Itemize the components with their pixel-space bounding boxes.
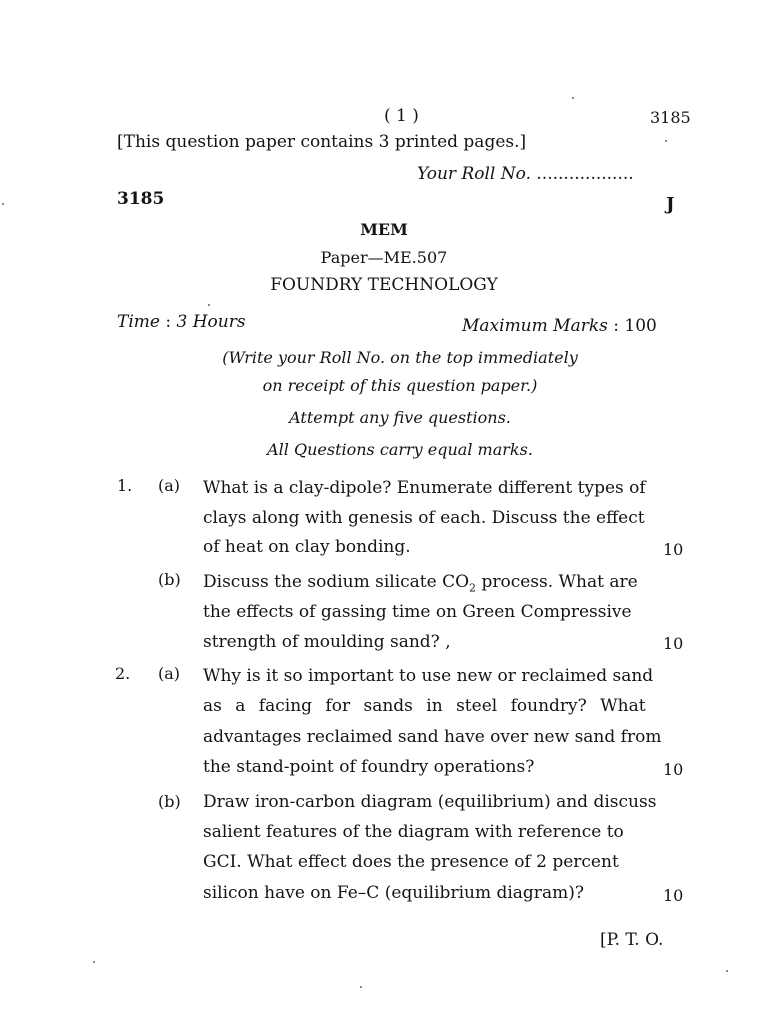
paper-code: 3185: [117, 189, 165, 209]
question-number: 1.: [117, 476, 133, 495]
scan-speck: [208, 304, 210, 306]
subject-title: FOUNDRY TECHNOLOGY: [270, 275, 498, 295]
question-line: Why is it so important to use new or reclaimed sand: [203, 666, 654, 686]
question-line: the effects of gassing time on Green Compressive: [203, 602, 632, 622]
instruction-line: (Write your Roll No. on the top immediately: [222, 348, 578, 367]
question-number: 2.: [115, 664, 131, 683]
question-marks: 10: [663, 760, 684, 779]
scan-speck: [2, 203, 4, 205]
scan-speck: [93, 961, 95, 963]
question-line: the stand-point of foundry operations?: [203, 757, 535, 777]
page-number: ( 1 ): [384, 106, 419, 126]
scan-speck: [726, 970, 728, 972]
part-label: (b): [158, 792, 181, 811]
scan-speck: [665, 140, 667, 142]
question-line: as a facing for sands in steel foundry? What: [203, 696, 646, 716]
instruction-line: Attempt any five questions.: [289, 408, 511, 427]
marks-separator: :: [613, 316, 619, 336]
question-line: of heat on clay bonding.: [203, 537, 411, 557]
scan-speck: [572, 97, 574, 99]
paper-code-top: 3185: [650, 108, 691, 127]
please-turn-over: [P. T. O.: [600, 930, 664, 950]
question-marks: 10: [663, 634, 684, 653]
question-line: strength of moulding sand? ,: [203, 632, 451, 652]
pages-note: [This question paper contains 3 printed pages.]: [117, 132, 527, 152]
question-marks: 10: [663, 540, 684, 559]
question-line-text: process. What are: [476, 572, 638, 592]
instruction-line: on receipt of this question paper.): [262, 376, 538, 395]
course-title: MEM: [360, 220, 408, 239]
question-line: Draw iron-carbon diagram (equilibrium) and discuss: [203, 792, 657, 812]
paper-title: Paper—ME.507: [320, 248, 448, 267]
question-line-text: Discuss the sodium silicate CO: [203, 572, 470, 592]
scan-speck: [360, 986, 362, 988]
set-code: J: [666, 194, 675, 215]
question-line: [203, 572, 638, 594]
question-line: salient features of the diagram with reference to: [203, 822, 624, 842]
time-allowed: [117, 312, 246, 332]
maximum-marks: [462, 316, 657, 336]
question-line: advantages reclaimed sand have over new sand from: [203, 727, 662, 747]
subscript: 2: [469, 581, 477, 595]
part-label: (b): [158, 570, 181, 589]
part-label: (a): [158, 664, 181, 683]
time-separator: :: [165, 312, 172, 332]
question-line: What is a clay-dipole? Enumerate different types of: [203, 478, 646, 498]
instruction-line: All Questions carry equal marks.: [267, 440, 533, 459]
question-line: silicon have on Fe–C (equilibrium diagram)?: [203, 883, 584, 903]
roll-dots: ..................: [536, 164, 634, 184]
marks-label: Maximum Marks: [462, 316, 608, 336]
roll-number-line: [417, 164, 634, 184]
roll-label: Your Roll No.: [417, 164, 531, 184]
question-marks: 10: [663, 886, 684, 905]
part-label: (a): [158, 476, 181, 495]
time-label: Time: [117, 312, 160, 332]
question-line: GCI. What effect does the presence of 2 percent: [203, 852, 619, 872]
question-line: clays along with genesis of each. Discuss the effect: [203, 508, 645, 528]
time-value: 3 Hours: [176, 312, 246, 332]
marks-value: 100: [624, 316, 657, 336]
